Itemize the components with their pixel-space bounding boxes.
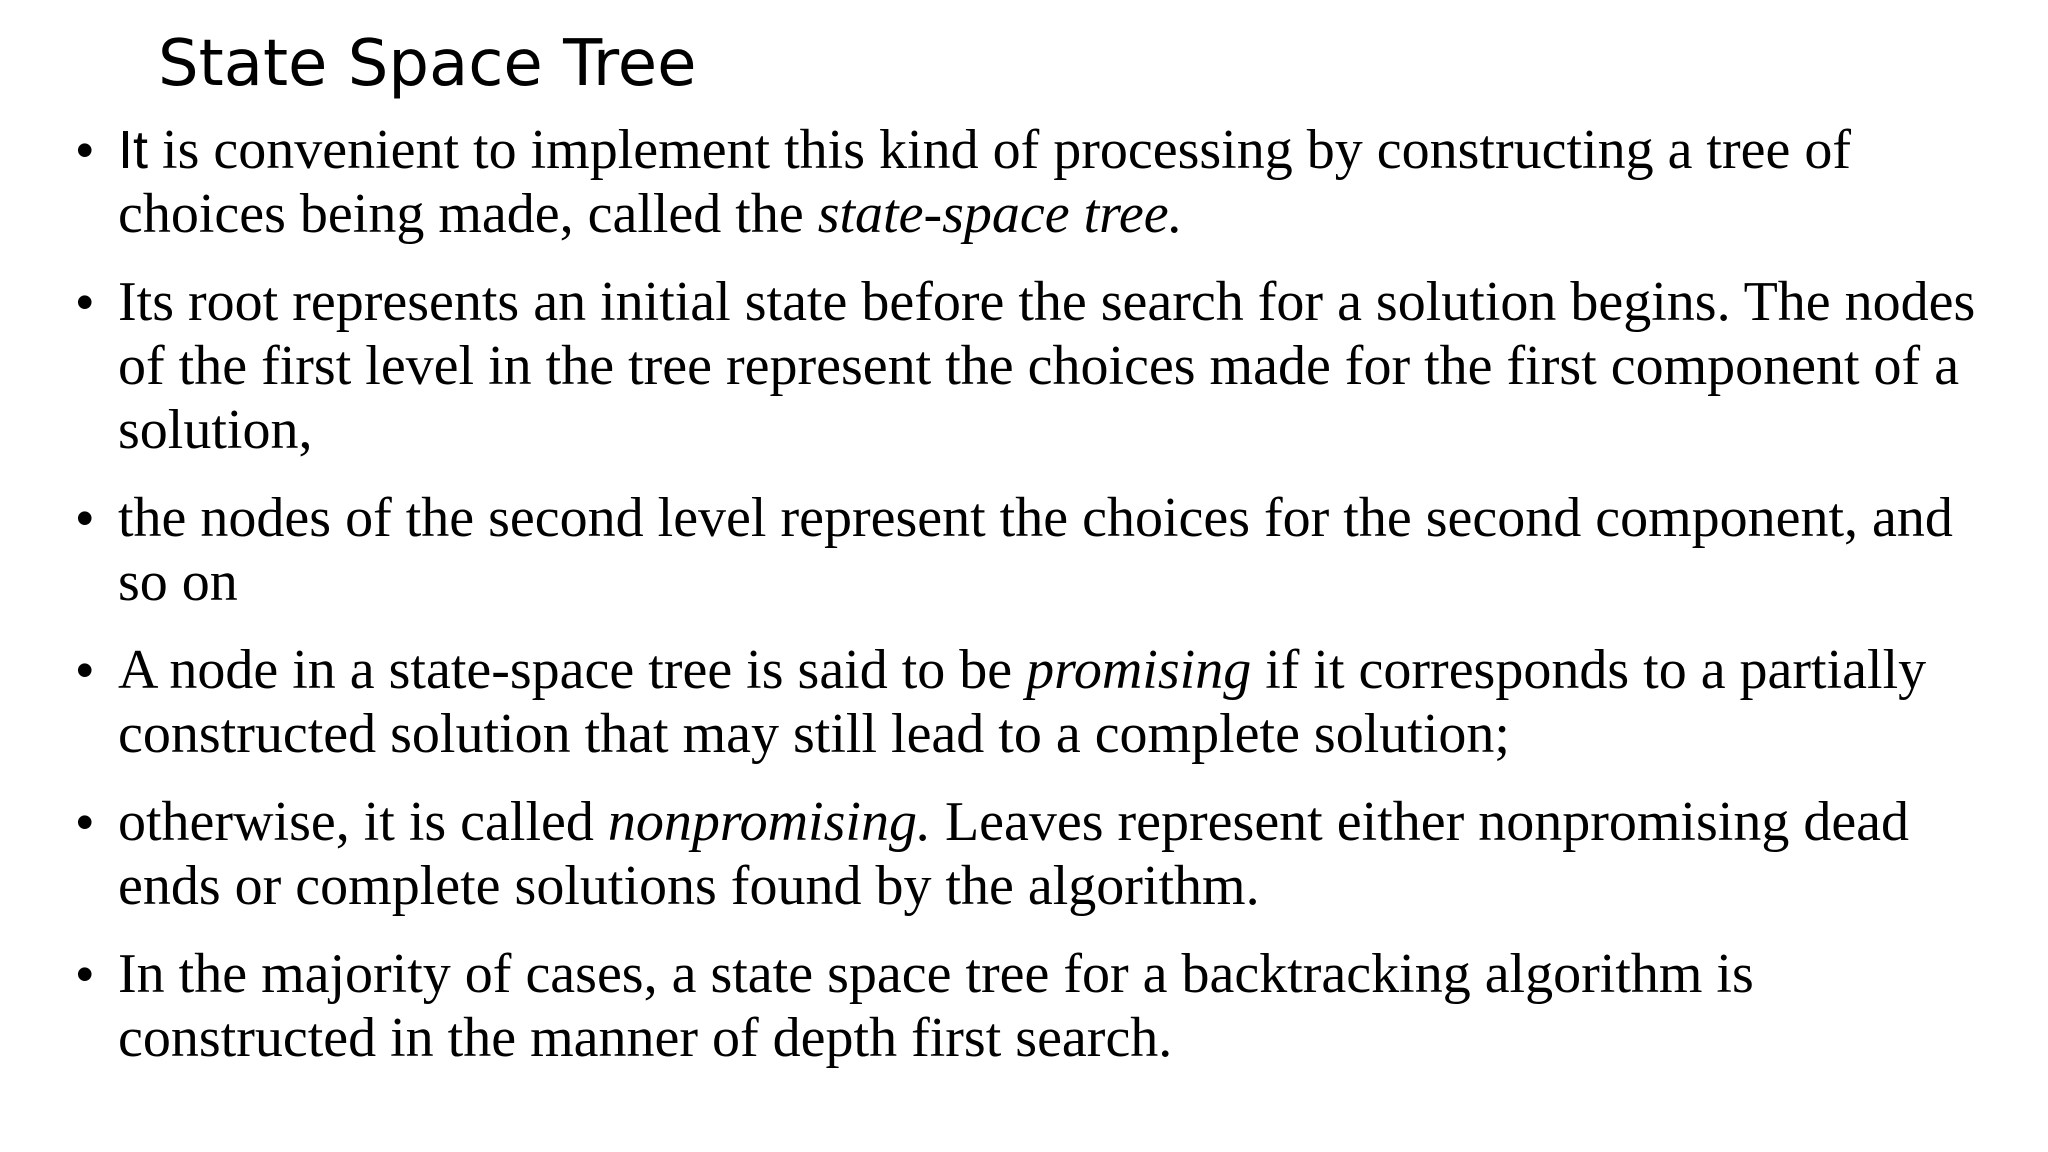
bullet-emphasis: state-space tree. [817, 183, 1183, 245]
bullet-text-tail: Leaves represent either nonpromising dead ends or complete solutions found by the algorithm. [118, 791, 1910, 917]
bullet-lead-text: It [118, 120, 149, 180]
bullet-text: Its root represents an initial state before the search for a solution begins. The nodes of the first level in the tree represent the choices made for the first component of a solution, [118, 271, 1976, 461]
bullet-item [76, 486, 2006, 614]
bullet-text: In the majority of cases, a state space tree for a backtracking algorithm is constructed in the manner of depth first search. [118, 943, 1754, 1069]
slide-title: State Space Tree [158, 27, 697, 101]
bullet-item [76, 790, 2006, 918]
bullet-text: otherwise, it is called [118, 791, 608, 853]
bullet-item [76, 638, 2006, 766]
bullet-text: the nodes of the second level represent the choices for the second component, and so on [118, 487, 1953, 613]
bullet-item [76, 942, 2006, 1070]
bullet-emphasis: promising [1026, 639, 1252, 701]
bullet-item [76, 118, 2006, 246]
bullet-dot-icon: • [76, 642, 94, 698]
bullet-list [76, 118, 2006, 1094]
bullet-dot-icon: • [76, 274, 94, 330]
bullet-dot-icon: • [76, 490, 94, 546]
bullet-text: A node in a state-space tree is said to be [118, 639, 1027, 701]
bullet-text-tail: if it corresponds to a partially constructed solution that may still lead to a complete solution; [118, 639, 1927, 765]
bullet-dot-icon: • [76, 122, 94, 178]
bullet-dot-icon: • [76, 946, 94, 1002]
bullet-emphasis: nonpromising. [607, 791, 931, 853]
bullet-item [76, 270, 2006, 462]
bullet-dot-icon: • [76, 794, 94, 850]
bullet-text: is convenient to implement this kind of processing by constructing a tree of choices being made, called the [118, 119, 1851, 245]
